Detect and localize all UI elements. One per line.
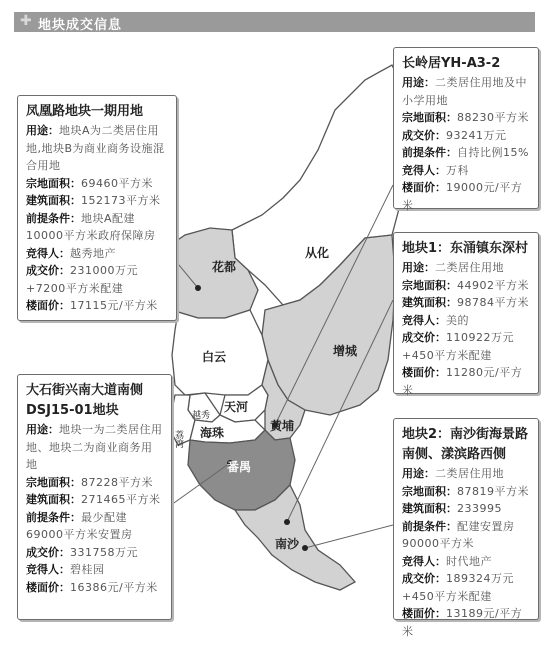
- card-dashi: [17, 374, 172, 620]
- bidder-row: 竞得人：时代地产: [402, 554, 492, 568]
- plus-icon: ✚: [20, 13, 32, 29]
- purpose-row: 用途：二类居住用地: [402, 467, 504, 480]
- label-tianhe: 天河: [224, 400, 249, 414]
- card-title: 凤凰路地块一期用地: [26, 104, 144, 119]
- premise-row: 前提条件：地块A配建10000平方米政府保障房: [26, 211, 156, 242]
- build-area-row: 建筑面积：152173平方米: [26, 194, 161, 207]
- label-yuexiu: 越秀: [192, 411, 211, 421]
- label-baiyun: 白云: [202, 350, 227, 364]
- card-changlingju: [393, 47, 539, 212]
- label-huadu: 花都: [212, 260, 237, 274]
- bidder-row: 竞得人：万科: [402, 163, 469, 177]
- leader-nansha: [305, 525, 393, 548]
- floor-price-row: 楼面价：13189元/平方米: [402, 607, 523, 638]
- floor-price-row: 楼面价：11280元/平方米: [402, 366, 523, 397]
- card-title: 大石街兴南大道南侧DSJ15-01地块: [26, 383, 144, 418]
- build-area-row: 建筑面积：233995: [402, 502, 502, 515]
- label-zengcheng: 增城: [333, 344, 358, 358]
- bidder-row: 竞得人：美的: [402, 313, 469, 327]
- label-panyu: 番禺: [227, 460, 252, 474]
- bidder-row: 竞得人：越秀地产: [26, 246, 116, 260]
- purpose-row: 用途：二类居住用地及中小学用地: [402, 76, 527, 107]
- card-title: 地块2：南沙街海景路南侧、漾滨路西侧: [402, 427, 529, 462]
- purpose-row: 用途：地块A为二类居住用地,地块B为商业商务设施混合用地: [26, 124, 165, 172]
- floor-price-row: 楼面价：16386元/平方米: [26, 580, 158, 594]
- card-title: 地块1：东涌镇东深村: [402, 241, 529, 256]
- premise-row: 前提条件：自持比例15%: [402, 146, 529, 159]
- price-row: 成交价：189324万元+450平方米配建: [402, 572, 514, 603]
- price-row: 成交价：331758万元: [26, 545, 138, 559]
- floor-price-row: 楼面价：19000元/平方米: [402, 181, 523, 212]
- marker-nansha: [302, 545, 308, 551]
- purpose-row: 用途：地块一为二类居住用地、地块二为商业商务用地: [26, 423, 163, 471]
- page-title: 地块成交信息: [38, 18, 123, 33]
- build-area-row: 建筑面积：98784平方米: [402, 296, 529, 309]
- marker-dongyong: [284, 519, 290, 525]
- marker-fenghuang: [195, 285, 201, 291]
- card-dongyong: [393, 232, 539, 397]
- label-liwan: 荔湾: [173, 430, 183, 448]
- bidder-row: 竞得人：碧桂园: [26, 563, 105, 576]
- land-area-row: 宗地面积：87819平方米: [402, 484, 529, 498]
- card-title: 长岭居YH-A3-2: [402, 56, 501, 71]
- price-row: 成交价：231000万元+7200平方米配建: [26, 264, 138, 295]
- floor-price-row: 楼面价：17115元/平方米: [26, 299, 158, 312]
- build-area-row: 建筑面积：271465平方米: [26, 493, 161, 506]
- land-area-row: 宗地面积：69460平方米: [26, 176, 153, 190]
- card-nansha: [393, 418, 539, 638]
- price-row: 成交价：93241万元: [402, 128, 507, 142]
- label-haizhu: 海珠: [200, 426, 225, 440]
- premise-row: 前提条件：最少配建69000平方米安置房: [26, 510, 133, 541]
- label-huangpu: 黄埔: [270, 419, 295, 433]
- land-area-row: 宗地面积：87228平方米: [26, 475, 153, 489]
- purpose-row: 用途：二类居住用地: [402, 261, 504, 274]
- land-area-row: 宗地面积：88230平方米: [402, 111, 529, 124]
- label-conghua: 从化: [305, 246, 330, 260]
- premise-row: 前提条件：配建安置房90000平方米: [402, 519, 515, 550]
- card-fenghuang: [17, 95, 177, 321]
- price-row: 成交价：110922万元+450平方米配建: [402, 331, 514, 362]
- label-nansha: 南沙: [275, 537, 300, 551]
- land-area-row: 宗地面积：44902平方米: [402, 278, 529, 292]
